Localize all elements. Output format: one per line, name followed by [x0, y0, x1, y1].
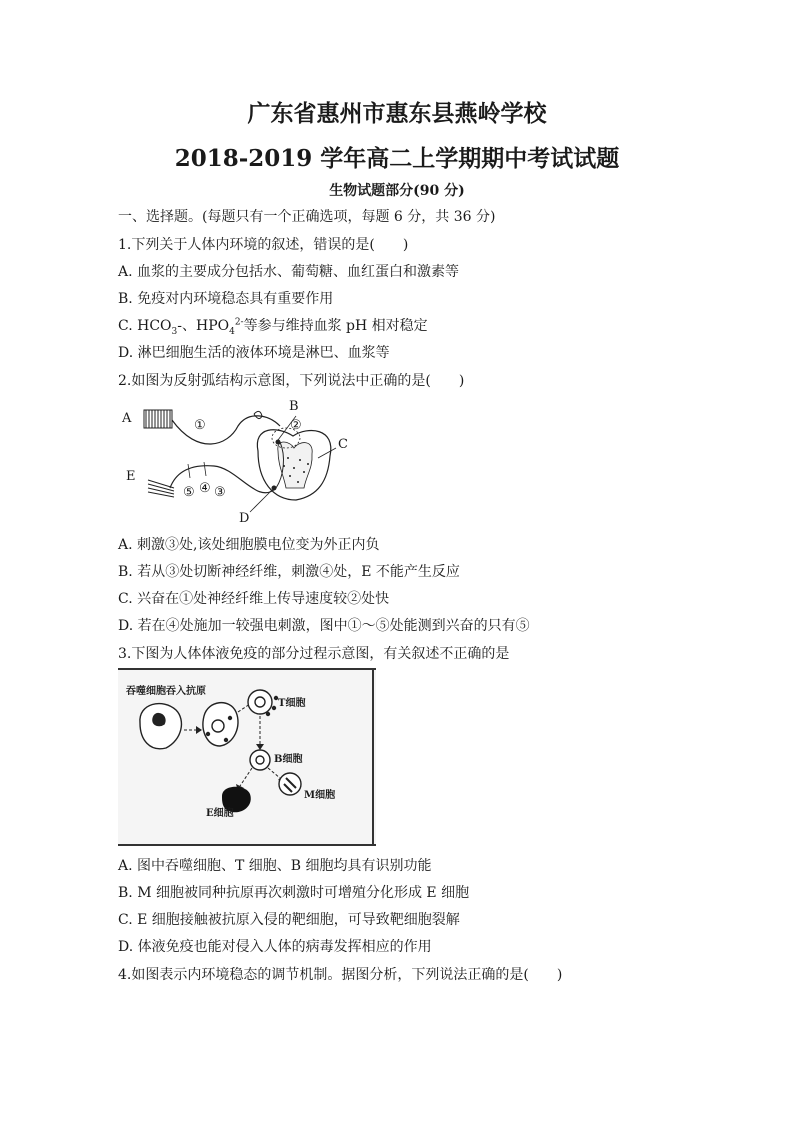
q1-option-b: B. 免疫对内环境稳态具有重要作用 [118, 291, 334, 307]
label-E: E [126, 469, 136, 484]
label-4: ④ [199, 481, 211, 496]
part1-heading: 一、选择题。(每题只有一个正确选项，每题 6 分，共 36 分) [118, 209, 496, 225]
q2-stem: 2.如图为反射弧结构示意图，下列说法中正确的是( ) [118, 373, 465, 389]
b-cell [250, 750, 270, 770]
effector-E [148, 480, 174, 497]
q1-c-prefix: C. HCO [118, 318, 172, 334]
macrophage-cell [140, 704, 182, 749]
q1-c-mid: -、HPO [177, 318, 230, 334]
q1-c-sup2: 2- [234, 317, 244, 328]
immunity-figure [118, 668, 376, 846]
q1-option-a: A. 血浆的主要成分包括水、葡萄糖、血红蛋白和激素等 [118, 264, 460, 280]
q1-c-sub: 3 [171, 326, 178, 337]
q1-option-d: D. 淋巴细胞生活的液体环境是淋巴、血浆等 [118, 345, 390, 361]
q1-option-c [118, 315, 428, 337]
exam-title: 2018-2019 学年高二上学期期中考试试题 [174, 145, 620, 172]
q3-option-d: D. 体液免疫也能对侵入人体的病毒发挥相应的作用 [118, 939, 432, 955]
spinal-cord [257, 428, 330, 500]
q2-option-b: B. 若从③处切断神经纤维，刺激④处，E 不能产生反应 [118, 564, 460, 580]
label-D: D [239, 511, 250, 526]
q1-stem: 1.下列关于人体内环境的叙述，错误的是( ) [118, 237, 409, 253]
q4-stem: 4.如图表示内环境稳态的调节机制。据图分析，下列说法正确的是( ) [118, 967, 563, 983]
label-A: A [122, 411, 132, 426]
label-1: ① [194, 418, 206, 433]
label-B: B [289, 399, 299, 414]
label-5: ⑤ [183, 485, 195, 500]
m-cell [279, 773, 301, 795]
label-b-cell: B细胞 [274, 754, 303, 765]
q3-option-a: A. 图中吞噬细胞、T 细胞、B 细胞均具有识别功能 [118, 858, 432, 874]
q3-option-c: C. E 细胞接触被抗原入侵的靶细胞，可导致靶细胞裂解 [118, 912, 460, 928]
q1-c-sub2: 4 [229, 326, 235, 337]
q3-option-b: B. M 细胞被同种抗原再次刺激时可增殖分化形成 E 细胞 [118, 885, 470, 901]
receptor-A [144, 410, 172, 428]
q2-option-c: C. 兴奋在①处神经纤维上传导速度较②处快 [118, 591, 390, 607]
label-C: C [338, 437, 348, 452]
label-top: 吞噬细胞吞入抗原 [126, 686, 206, 697]
label-m-cell: M细胞 [304, 790, 336, 801]
ganglion [254, 411, 262, 418]
reflex-arc-figure [118, 396, 358, 526]
q2-option-d: D. 若在④处施加一较强电刺激，图中①～⑤处能测到兴奋的只有⑤ [118, 618, 530, 634]
label-e-cell: E细胞 [206, 808, 234, 819]
label-2: ② [290, 418, 302, 433]
q3-stem: 3.下图为人体体液免疫的部分过程示意图，有关叙述不正确的是 [118, 646, 510, 662]
school-title: 广东省惠州市惠东县燕岭学校 [247, 100, 547, 127]
label-3: ③ [214, 485, 226, 500]
q2-option-a: A. 刺激③处,该处细胞膜电位变为外正内负 [118, 537, 380, 553]
label-t-cell: T细胞 [278, 698, 306, 709]
q1-c-rest: 等参与维持血浆 pH 相对稳定 [243, 318, 428, 334]
section-subtitle: 生物试题部分(90 分) [329, 183, 465, 199]
